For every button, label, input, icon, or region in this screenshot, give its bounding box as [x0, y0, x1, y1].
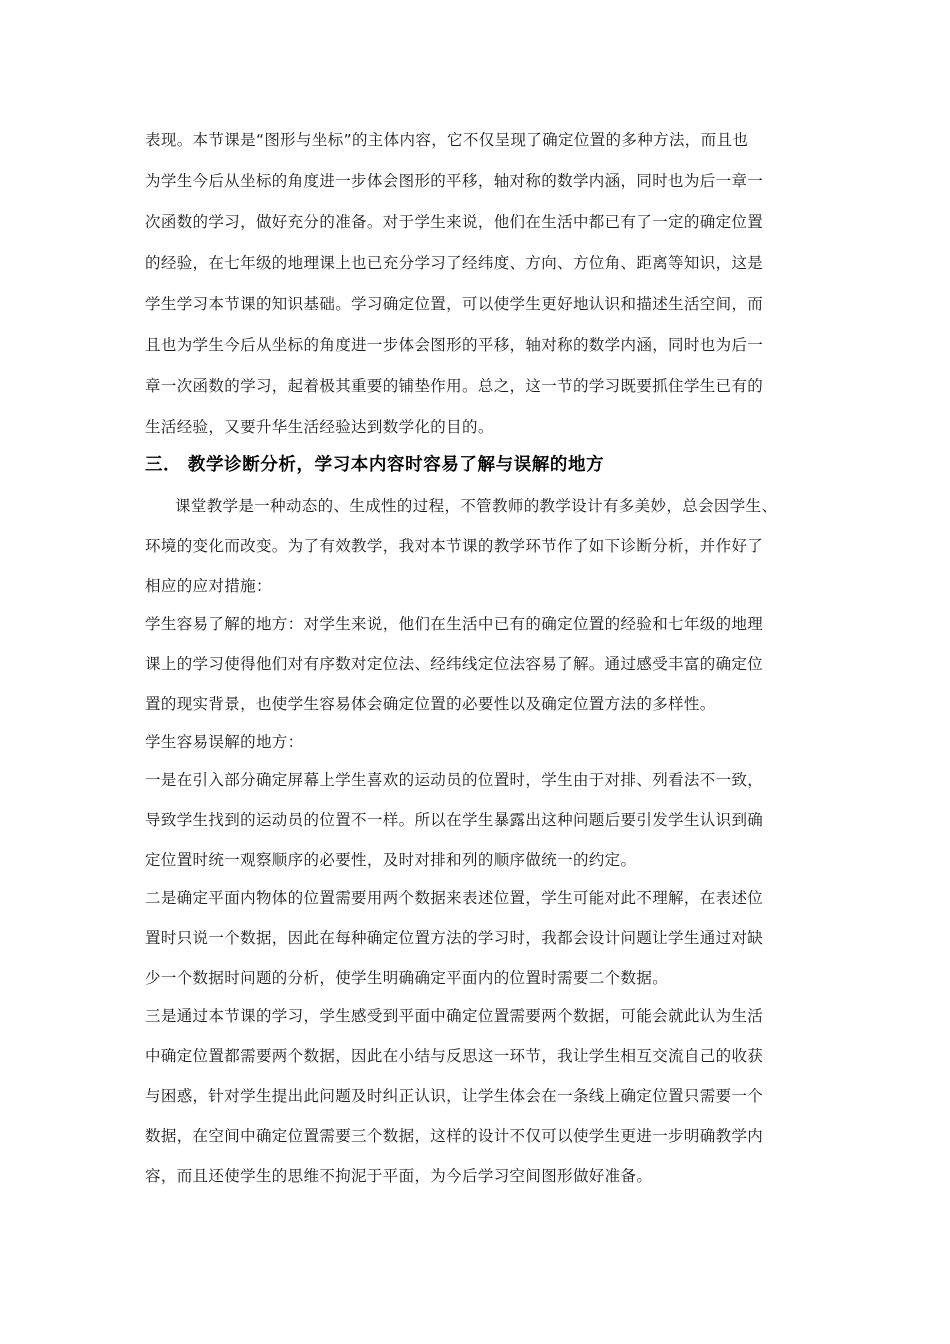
paragraph-line: 章一次函数的学习，起着极其重要的铺垫作用。总之，这一节的学习既要抓住学生已有的	[145, 377, 764, 395]
paragraph-line: 且也为学生今后从坐标的角度进一步体会图形的平移，轴对称的数学内涵，同时也为后一	[145, 336, 764, 354]
paragraph-line: 置的现实背景，也使学生容易体会确定位置的必要性以及确定位置方法的多样性。	[145, 695, 716, 713]
section-heading: 三． 教学诊断分析，学习本内容时容易了解与误解的地方	[145, 455, 605, 475]
paragraph-line: 导致学生找到的运动员的位置不一样。所以在学生暴露出这种问题后要引发学生认识到确	[145, 811, 764, 829]
paragraph-line: 环境的变化而改变。为了有效教学，我对本节课的教学环节作了如下诊断分析，并作好了	[145, 537, 764, 555]
paragraph-line: 课上的学习使得他们对有序数对定位法、经纬线定位法容易了解。通过感受丰富的确定位	[145, 655, 764, 673]
paragraph-line: 为学生今后从坐标的角度进一步体会图形的平移，轴对称的数学内涵，同时也为后一章一	[145, 172, 764, 190]
paragraph-line: 生活经验，又要升华生活经验达到数学化的目的。	[145, 418, 494, 436]
paragraph-line: 数据，在空间中确定位置需要三个数据，这样的设计不仅可以使学生更进一步明确教学内	[145, 1127, 764, 1145]
paragraph-line: 容，而且还使学生的思维不拘泥于平面，为今后学习空间图形做好准备。	[145, 1167, 653, 1185]
paragraph-line: 定位置时统一观察顺序的必要性，及时对排和列的顺序做统一的约定。	[145, 851, 637, 869]
paragraph-line: 学生学习本节课的知识基础。学习确定位置，可以使学生更好地认识和描述生活空间，而	[145, 295, 764, 313]
subsection-label: 学生容易误解的地方：	[145, 733, 304, 751]
paragraph-line: 相应的应对措施：	[145, 577, 272, 595]
paragraph-line: 中确定位置都需要两个数据，因此在小结与反思这一环节，我让学生相互交流自己的收获	[145, 1047, 764, 1065]
paragraph-line: 表现。本节课是“图形与坐标”的主体内容，它不仅呈现了确定位置的多种方法，而且也	[145, 131, 749, 149]
paragraph-line: 学生容易了解的地方：对学生来说，他们在生活中已有的确定位置的经验和七年级的地理	[145, 615, 764, 633]
paragraph-line: 一是在引入部分确定屏幕上学生喜欢的运动员的位置时，学生由于对排、列看法不一致，	[145, 771, 764, 789]
paragraph-line: 少一个数据时问题的分析，使学生明确确定平面内的位置时需要二个数据。	[145, 969, 669, 987]
paragraph-line: 课堂教学是一种动态的、生成性的过程，不管教师的教学设计有多美妙，总会因学生、	[175, 497, 778, 515]
paragraph-line: 三是通过本节课的学习，学生感受到平面中确定位置需要两个数据，可能会就此认为生活	[145, 1007, 764, 1025]
paragraph-line: 二是确定平面内物体的位置需要用两个数据来表述位置，学生可能对此不理解，在表述位	[145, 889, 764, 907]
paragraph-line: 的经验，在七年级的地理课上也已充分学习了经纬度、方向、方位角、距离等知识，这是	[145, 254, 764, 272]
paragraph-line: 与困惑，针对学生提出此问题及时纠正认识，让学生体会在一条线上确定位置只需要一个	[145, 1087, 764, 1105]
paragraph-line: 置时只说一个数据，因此在每种确定位置方法的学习时，我都会设计问题让学生通过对缺	[145, 929, 764, 947]
paragraph-line: 次函数的学习，做好充分的准备。对于学生来说，他们在生活中都已有了一定的确定位置	[145, 213, 764, 231]
